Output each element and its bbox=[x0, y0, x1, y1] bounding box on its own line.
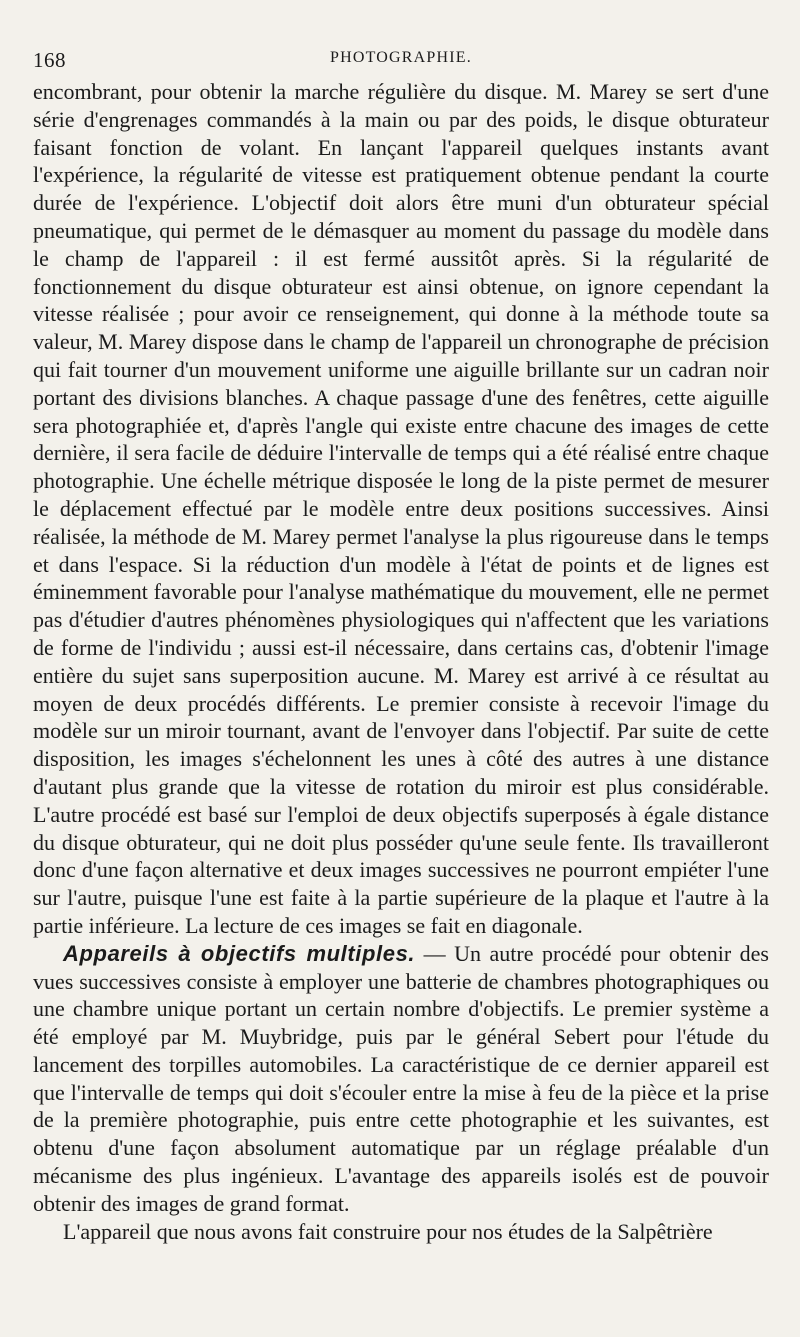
paragraph-salpetriere: L'appareil que nous avons fait construire pour nos études de la Salpêtrière bbox=[63, 1218, 713, 1244]
paragraph-continued: encombrant, pour obtenir la marche régulière du disque. M. Marey se sert d'une série d'engrenages commandés à la main ou par des poids, le disque obturateur faisant fonction de volant. En lançant l'appareil quelques instants avant l'expérience, la régularité de vitesse est pratiquement obtenue pendant la courte durée de l'expérience. L'objectif doit alors être muni d'un obturateur spécial pneumatique, qui permet de le démasquer au moment du passage du modèle dans le champ de l'appareil : il est fermé aussitôt après. Si la régularité de fonctionnement du disque obturateur est ainsi obtenue, on ignore cependant la vitesse réalisée ; pour avoir ce renseignement, qui donne à la méthode toute sa valeur, M. Marey dispose dans le champ de l'appareil un chronographe de précision qui fait tourner d'un mouvement uniforme une aiguille brillante sur un cadran noir portant des divisions blanches. A chaque passage d'une des fenêtres, cette aiguille sera photographiée et, d'après l'angle qui existe entre chacune des images de cette dernière, il sera facile de déduire l'intervalle de temps qui a été réalisé entre chaque photographie. Une échelle métrique disposée le long de la piste permet de mesurer le déplacement effectué par le modèle entre deux positions successives. Ainsi réalisée, la méthode de M. Marey permet l'analyse la plus rigoureuse dans le temps et dans l'espace. Si la réduction d'un modèle à l'état de points et de lignes est éminemment favorable pour l'analyse mathématique du mouvement, elle ne permet pas d'étudier d'autres phénomènes physiologiques qui n'affectent que les variations de forme de l'individu ; aussi est-il nécessaire, dans certains cas, d'obtenir l'image entière du sujet sans superposition aucune. M. Marey est arrivé à ce résultat au moyen de deux procédés différents. Le premier consiste à recevoir l'image du modèle sur un miroir tournant, avant de l'envoyer dans l'objectif. Par suite de cette disposition, les images s'échelonnent les unes à côté des autres à une distance d'autant plus grande que la vitesse de rotation du miroir est plus considérable. L'autre procédé est basé sur l'emploi de deux objectifs superposés à égale distance du disque obturateur, qui ne doit plus posséder qu'une seule fente. Ils travailleront donc d'une façon alternative et deux images successives ne pourront empiéter l'une sur l'autre, puisque l'une est faite à la partie supérieure de la plaque et l'autre à la partie inférieure. La lecture de ces images se fait en diagonale. bbox=[33, 79, 769, 938]
running-title: PHOTOGRAPHIE. bbox=[330, 49, 472, 66]
running-head bbox=[33, 44, 769, 78]
page-number: 168 bbox=[33, 48, 66, 72]
paragraph-body: — Un autre procédé pour obtenir des vues successives consiste à employer une batterie de chambres photographiques ou une chambre unique portant un certain nombre d'objectifs. Le premier système a été employé par M. Muybridge, puis par le général Sebert pour l'étude du lancement des torpilles automobiles. La caractéristique de ce dernier appareil est que l'intervalle de temps qui doit s'écouler entre la mise à feu de la pièce et la prise de la première photographie, puis entre cette photographie et les suivantes, est obtenu d'une façon absolument automatique par un réglage préalable d'un mécanisme des plus ingénieux. L'avantage des appareils isolés est de pouvoir obtenir des images de grand format. bbox=[33, 940, 769, 1216]
paragraph-multiple-lenses bbox=[33, 940, 769, 1218]
section-heading: Appareils à objectifs multiples. bbox=[63, 940, 416, 966]
